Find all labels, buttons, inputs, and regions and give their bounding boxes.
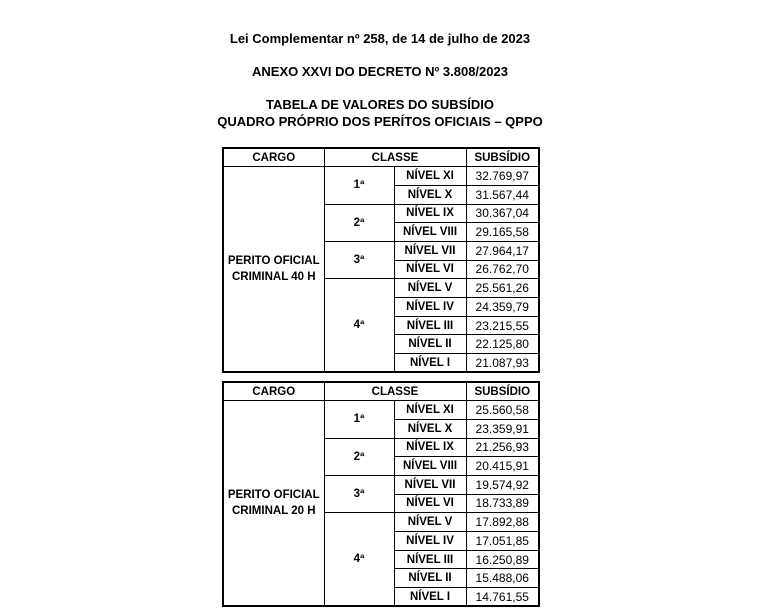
subsidio-cell: 23.215,55 [466,316,539,335]
subsidio-cell: 26.762,70 [466,260,539,279]
nivel-cell: NÍVEL X [394,185,466,204]
col-header-classe: CLASSE [324,148,466,167]
nivel-cell: NÍVEL VI [394,260,466,279]
cargo-cell [223,401,324,607]
nivel-cell: NÍVEL IX [394,438,466,457]
subsidio-cell: 20.415,91 [466,457,539,476]
nivel-cell: NÍVEL IV [394,532,466,551]
cargo-cell [223,167,324,373]
classe-cell: 3ª [324,241,394,278]
col-header-cargo: CARGO [223,382,324,401]
doc-title-annex: ANEXO XXVI DO DECRETO Nº 3.808/2023 [252,64,508,79]
nivel-cell: NÍVEL VII [394,475,466,494]
subsidio-cell: 32.769,97 [466,167,539,186]
subsidio-cell: 25.561,26 [466,279,539,298]
nivel-cell: NÍVEL III [394,316,466,335]
subsidio-cell: 21.087,93 [466,354,539,373]
subsidio-cell: 16.250,89 [466,550,539,569]
classe-cell: 2ª [324,438,394,475]
nivel-cell: NÍVEL VII [394,241,466,260]
subsidy-table-40h [222,147,540,373]
col-header-cargo: CARGO [223,148,324,167]
classe-cell: 1ª [324,401,394,438]
cargo-line-2: CRIMINAL 40 H [232,271,316,284]
subsidio-cell: 19.574,92 [466,475,539,494]
cargo-line-1: PERITO OFICIAL [227,255,320,268]
subsidio-cell: 14.761,55 [466,588,539,607]
subsidio-cell: 15.488,06 [466,569,539,588]
nivel-cell: NÍVEL II [394,335,466,354]
subsidio-cell: 22.125,80 [466,335,539,354]
col-header-classe: CLASSE [324,382,466,401]
nivel-cell: NÍVEL III [394,550,466,569]
table-row [223,401,539,420]
classe-cell: 4ª [324,279,394,372]
nivel-cell: NÍVEL I [394,588,466,607]
subsidio-cell: 30.367,04 [466,204,539,223]
subsidio-cell: 23.359,91 [466,419,539,438]
nivel-cell: NÍVEL IV [394,298,466,317]
col-header-subsidio: SUBSÍDIO [466,148,539,167]
nivel-cell: NÍVEL XI [394,401,466,420]
nivel-cell: NÍVEL I [394,354,466,373]
doc-title-law: Lei Complementar nº 258, de 14 de julho de 2023 [229,31,531,46]
cargo-line-1: PERITO OFICIAL [227,489,320,502]
nivel-cell: NÍVEL V [394,513,466,532]
doc-subtitle-qppo: QUADRO PRÓPRIO DOS PERÍTOS OFICIAIS – QPPO [217,114,543,129]
subsidio-cell: 25.560,58 [466,401,539,420]
doc-title-table: TABELA DE VALORES DO SUBSÍDIO [266,97,494,112]
col-header-subsidio: SUBSÍDIO [466,382,539,401]
subsidio-cell: 17.892,88 [466,513,539,532]
subsidio-cell: 17.051,85 [466,532,539,551]
classe-cell: 1ª [324,167,394,204]
nivel-cell: NÍVEL IX [394,204,466,223]
nivel-cell: NÍVEL V [394,279,466,298]
subsidy-table-20h [222,381,540,607]
nivel-cell: NÍVEL XI [394,167,466,186]
table-row [223,167,539,186]
subsidio-cell: 18.733,89 [466,494,539,513]
subsidio-cell: 24.359,79 [466,298,539,317]
subsidio-cell: 21.256,93 [466,438,539,457]
nivel-cell: NÍVEL X [394,419,466,438]
nivel-cell: NÍVEL VI [394,494,466,513]
table-header-row [223,148,539,167]
subsidio-cell: 29.165,58 [466,223,539,242]
nivel-cell: NÍVEL VIII [394,457,466,476]
classe-cell: 3ª [324,475,394,512]
nivel-cell: NÍVEL II [394,569,466,588]
cargo-line-2: CRIMINAL 20 H [232,505,316,518]
classe-cell: 4ª [324,513,394,606]
subsidio-cell: 27.964,17 [466,241,539,260]
nivel-cell: NÍVEL VIII [394,223,466,242]
doc-title-block [0,96,760,130]
subsidio-cell: 31.567,44 [466,185,539,204]
table-header-row [223,382,539,401]
classe-cell: 2ª [324,204,394,241]
